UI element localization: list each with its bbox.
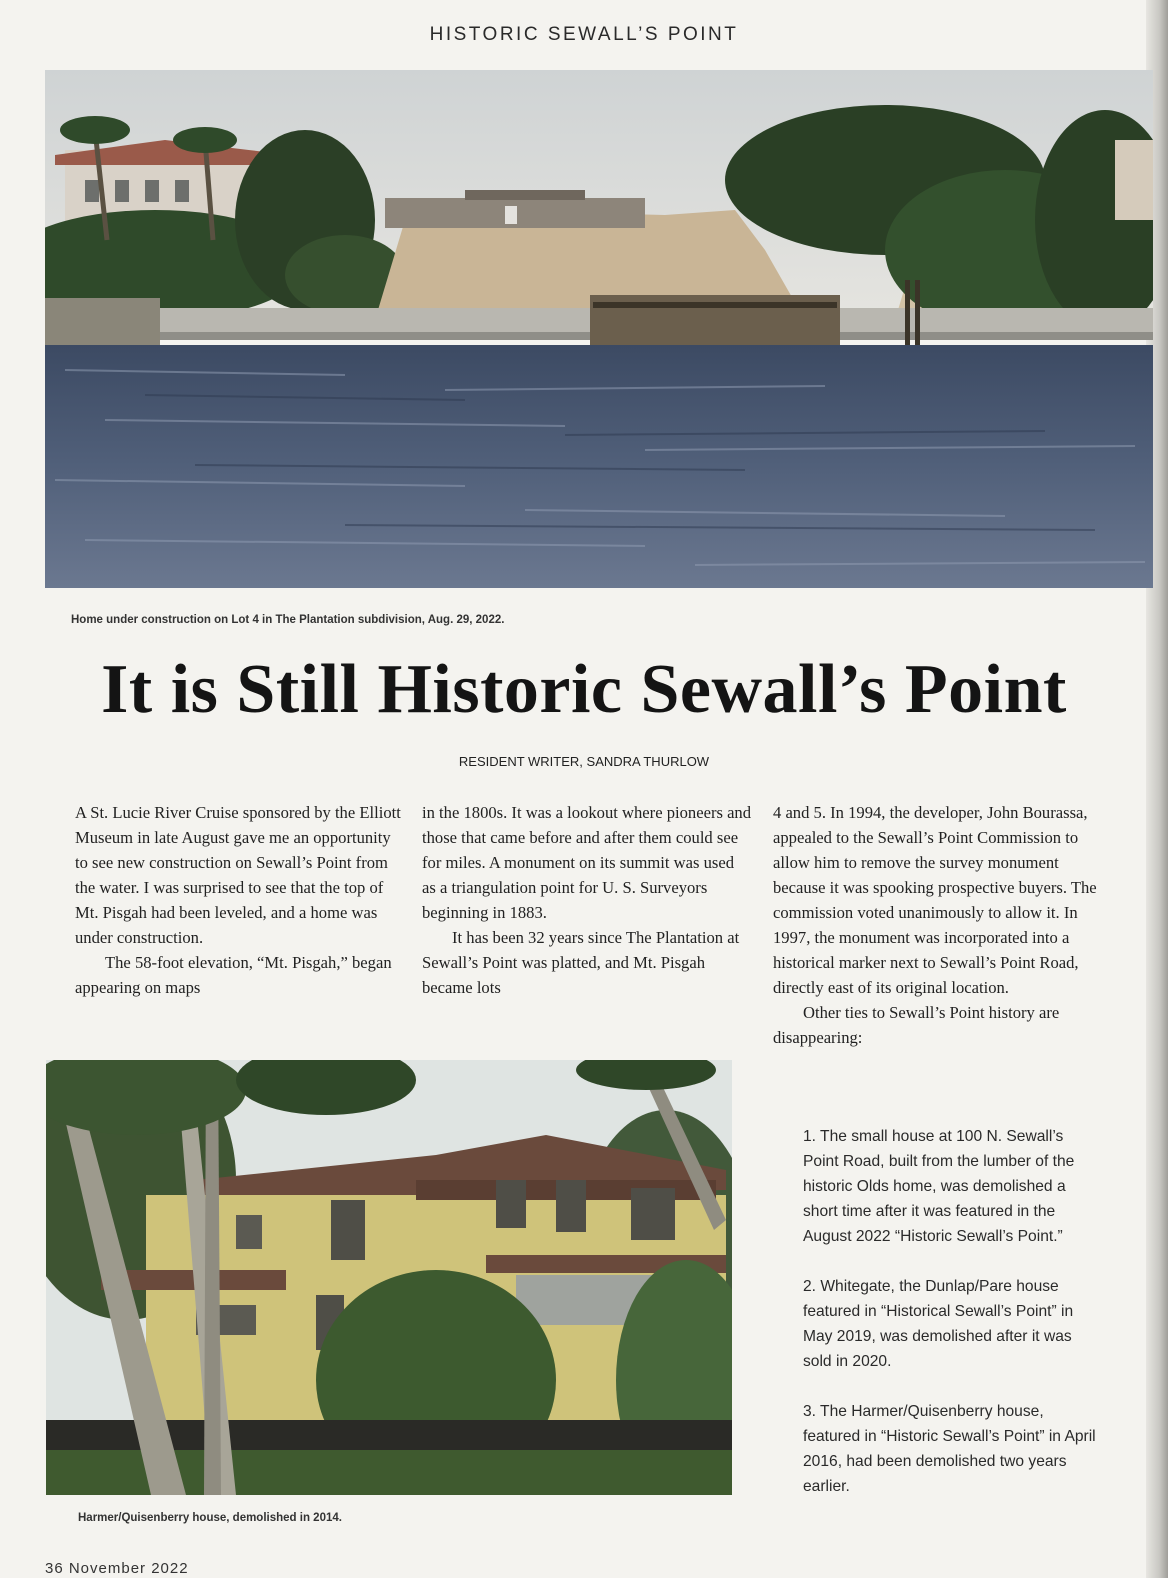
- article-paragraph: It has been 32 years since The Plantation at Sewall’s Point was platted, and Mt. Pisgah became lots: [422, 928, 740, 997]
- article-headline: It is Still Historic Sewall’s Point: [101, 651, 1067, 728]
- bottom-photo-caption: Harmer/Quisenberry house, demolished in 2014.: [78, 1512, 342, 1524]
- construction-photo: [45, 70, 1153, 588]
- house-photo: [46, 1060, 732, 1495]
- list-item: 1. The small house at 100 N. Sewall’s Point Road, built from the lumber of the historic Olds home, was demolished a short time after it was featured in the August 2022 “Historic Sewall’s Point.”: [803, 1128, 1075, 1245]
- article-column-3: [773, 800, 1103, 1050]
- article-paragraph: A St. Lucie River Cruise sponsored by the Elliott Museum in late August gave me an opportunity to see new construction on Sewall’s Point from the water. I was surprised to see that the top of Mt. Pisgah had been leveled, and a home was under construction.: [75, 803, 401, 947]
- article-byline: RESIDENT WRITER, SANDRA THURLOW: [458, 754, 710, 769]
- list-item: 3. The Harmer/Quisenberry house, featured in “Historic Sewall’s Point” in April 2016, had been demolished two years earlier.: [803, 1403, 1096, 1495]
- list-item: 2. Whitegate, the Dunlap/Pare house featured in “Historical Sewall’s Point” in May 2019, was demolished after it was sold in 2020.: [803, 1278, 1074, 1370]
- top-photo-caption: Home under construction on Lot 4 in The Plantation subdivision, Aug. 29, 2022.: [71, 614, 505, 626]
- section-title: HISTORIC SEWALL’S POINT: [429, 24, 739, 45]
- article-column-1: [75, 800, 405, 1000]
- disappearing-history-list: [803, 1124, 1103, 1524]
- article-paragraph: Other ties to Sewall’s Point history are disappearing:: [773, 1003, 1060, 1047]
- article-column-2: [422, 800, 752, 1000]
- article-paragraph: 4 and 5. In 1994, the developer, John Bourassa, appealed to the Sewall’s Point Commission to allow him to remove the survey monument because it was spooking prospective buyers. The commission voted unanimously to allow it. In 1997, the monument was incorporated into a historical marker next to Sewall’s Point Road, directly east of its original location.: [773, 803, 1097, 997]
- page-folio: 36 November 2022: [45, 1560, 189, 1577]
- article-paragraph: The 58-foot elevation, “Mt. Pisgah,” began appearing on maps: [75, 953, 392, 997]
- article-paragraph: in the 1800s. It was a lookout where pioneers and those that came before and after them could see for miles. A monument on its summit was used as a triangulation point for U. S. Surveyors beginning in 1883.: [422, 803, 752, 922]
